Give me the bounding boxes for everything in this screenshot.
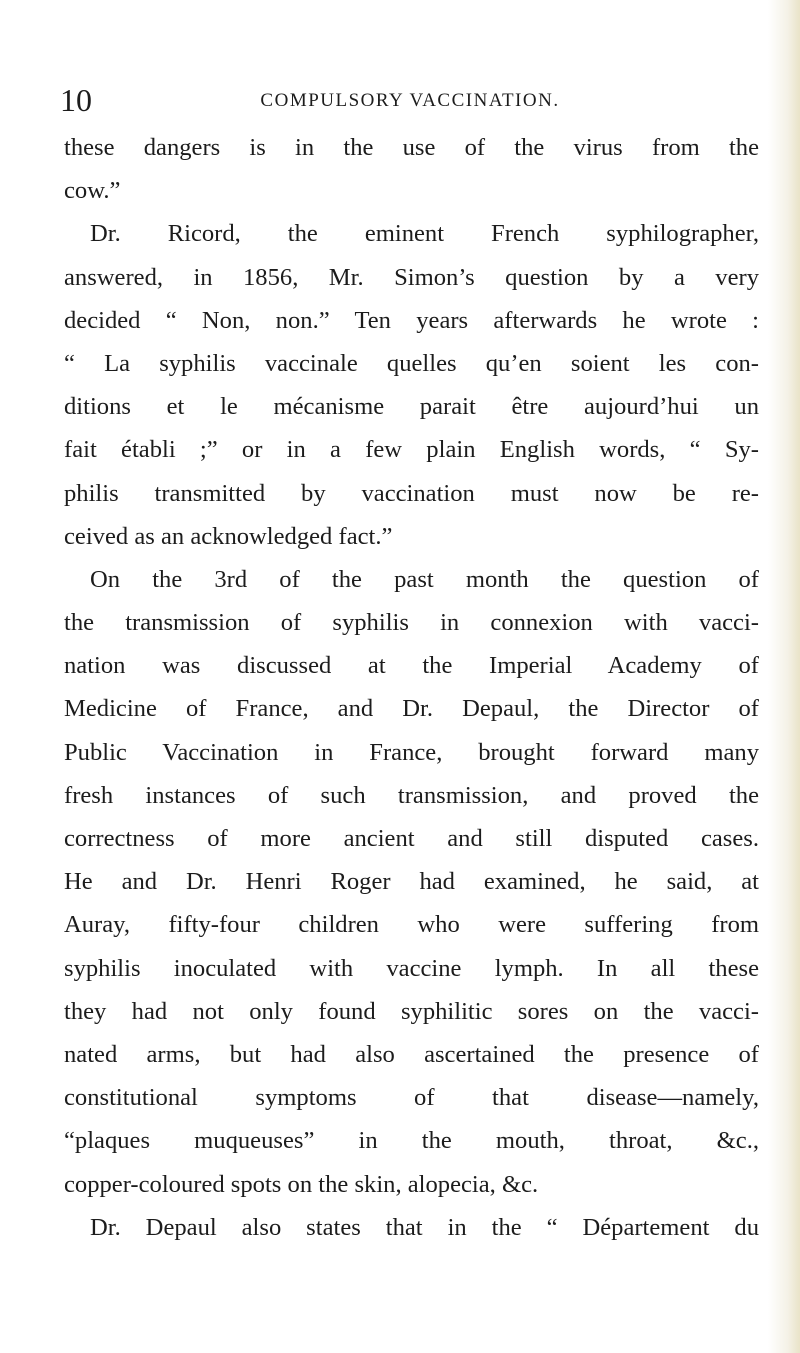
text-line: nation was discussed at the Imperial Academy of: [64, 652, 759, 680]
text-line: Medicine of France, and Dr. Depaul, the Director of: [64, 695, 759, 723]
text-line: Auray, fifty-four children who were suffering from: [64, 911, 759, 939]
text-line: nated arms, but had also ascertained the presence of: [64, 1040, 759, 1068]
text-line: syphilis inoculated with vaccine lymph. In all these: [64, 954, 759, 982]
text-line: they had not only found syphilitic sores on the vacci-: [64, 997, 759, 1025]
text-line: Dr. Depaul also states that in the “ Département du: [90, 1213, 759, 1241]
text-line: On the 3rd of the past month the question of: [90, 565, 759, 593]
text-line: Public Vaccination in France, brought forward many: [64, 738, 759, 766]
text-line: cow.”: [64, 177, 121, 205]
text-line: answered, in 1856, Mr. Simon’s question by a very: [64, 263, 759, 291]
text-line: constitutional symptoms of that disease—namely,: [64, 1084, 759, 1112]
text-line: the transmission of syphilis in connexion with vacci-: [64, 609, 759, 637]
text-line: these dangers is in the use of the virus from the: [64, 134, 759, 161]
text-line: Dr. Ricord, the eminent French syphilographer,: [90, 220, 759, 248]
text-line: ceived as an acknowledged fact.”: [64, 522, 393, 550]
text-line: fait établi ;” or in a few plain English words, “ Sy-: [64, 436, 759, 464]
text-line: ditions et le mécanisme parait être aujourd’hui un: [64, 393, 759, 421]
page-header: [60, 78, 760, 118]
text-line: fresh instances of such transmission, and proved the: [64, 781, 759, 809]
page-number: 10: [60, 82, 92, 118]
text-line: correctness of more ancient and still disputed cases.: [64, 825, 759, 852]
text-line: philis transmitted by vaccination must now be re-: [64, 479, 759, 507]
running-head: COMPULSORY VACCINATION.: [260, 90, 560, 111]
text-line: He and Dr. Henri Roger had examined, he said, at: [64, 868, 759, 896]
text-line: copper-coloured spots on the skin, alopecia, &c.: [64, 1170, 539, 1198]
text-line: “ La syphilis vaccinale quelles qu’en soient les con-: [64, 349, 759, 377]
text-line: decided “ Non, non.” Ten years afterwards he wrote :: [64, 306, 759, 334]
text-line: “plaques muqueuses” in the mouth, throat, &c.,: [64, 1127, 759, 1155]
body-text: [64, 126, 759, 1249]
